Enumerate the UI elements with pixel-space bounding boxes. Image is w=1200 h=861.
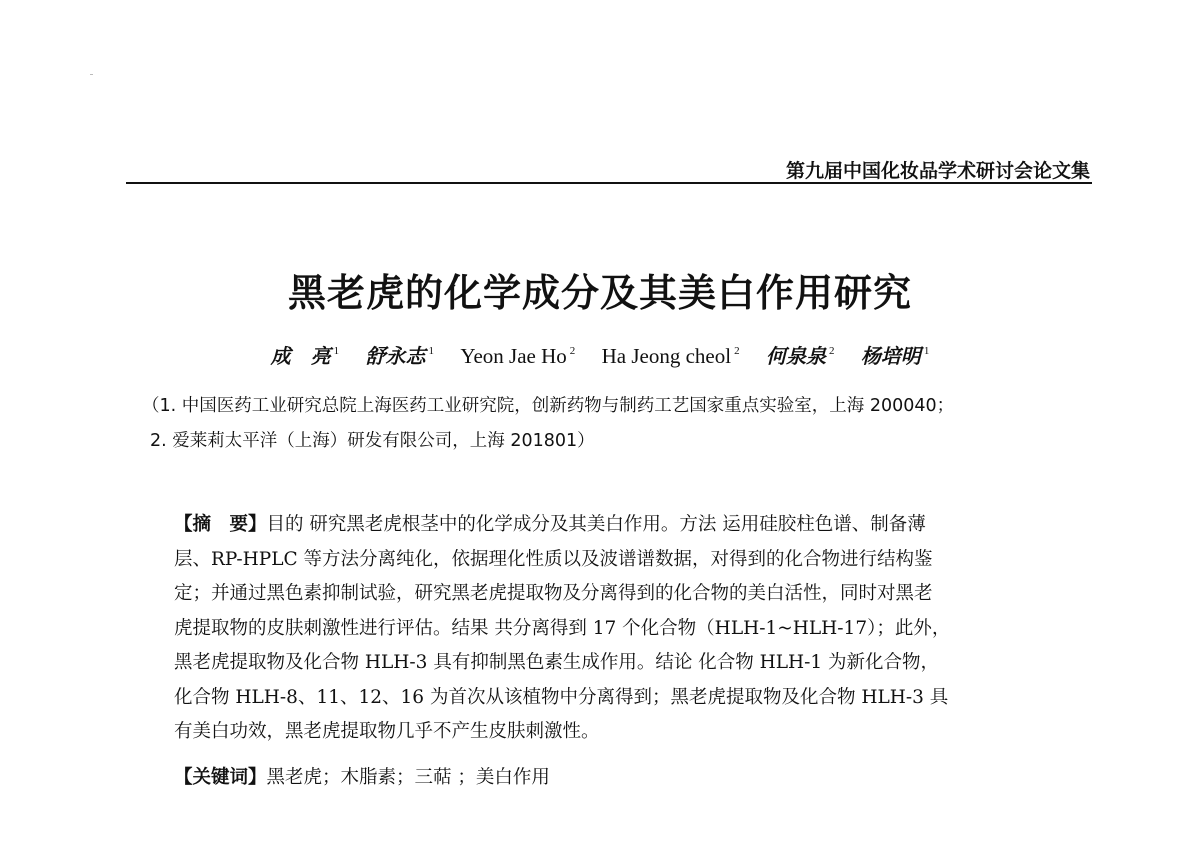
journal-header: 第九届中国化妆品学术研讨会论文集 — [785, 160, 1090, 182]
abstract-block — [174, 508, 1054, 750]
author-name: 何泉泉 — [765, 344, 826, 368]
paper-title: 黑老虎的化学成分及其美白作用研究 — [287, 271, 912, 315]
keywords-block — [174, 763, 550, 789]
author — [766, 340, 835, 369]
author-name: 舒永志 — [365, 344, 426, 368]
author-name: Ha Jeong cheol — [601, 344, 732, 368]
abstract-line: 层、RP-HPLC 等方法分离纯化，依据理化性质以及波谱谱数据，对得到的化合物进行结构鉴 — [174, 548, 933, 570]
author-affiliation-mark: 2 — [569, 345, 576, 357]
author-name: 杨培明 — [860, 344, 921, 368]
abstract-line: 有美白功效，黑老虎提取物几乎不产生皮肤刺激性。 — [174, 721, 600, 742]
author-affiliation-mark: 1 — [428, 345, 435, 357]
keywords-text: 黑老虎；木脂素；三萜 ；美白作用 — [266, 767, 550, 788]
author-list — [0, 340, 1200, 369]
scan-speck — [90, 74, 93, 75]
author-name: Yeon Jae Ho — [460, 344, 567, 368]
author-affiliation-mark: 2 — [734, 345, 740, 357]
author — [602, 344, 740, 369]
abstract-text: 目的 研究黑老虎根茎中的化学成分及其美白作用。方法 运用硅胶柱色谱、制备薄 — [266, 514, 926, 535]
keywords-label: 【关键词】 — [174, 767, 267, 788]
author-affiliation-mark: 1 — [923, 345, 930, 357]
affiliation-line: 2. 爱莱莉太平洋（上海）研发有限公司，上海 201801） — [150, 431, 595, 451]
abstract-line: 定；并通过黑色素抑制试验，研究黑老虎提取物及分离得到的化合物的美白活性，同时对黑老 — [174, 583, 933, 604]
author-affiliation-mark: 2 — [828, 345, 835, 357]
author — [460, 344, 575, 369]
author — [271, 340, 340, 369]
author-name: 成 亮 — [270, 344, 331, 368]
abstract-line: 化合物 HLH-8、11、12、16 为首次从该植物中分离得到；黑老虎提取物及化合物 HLH-3 具 — [174, 686, 949, 708]
abstract-line — [174, 508, 1054, 543]
affiliation-line: （1. 中国医药工业研究总院上海医药工业研究院，创新药物与制药工艺国家重点实验室，上海 200040； — [142, 396, 955, 416]
abstract-label: 【摘 要】 — [174, 514, 267, 535]
header-rule — [126, 182, 1092, 184]
author — [861, 340, 930, 369]
abstract-line: 黑老虎提取物及化合物 HLH-3 具有抑制黑色素生成作用。结论 化合物 HLH-1 为新化合物， — [174, 652, 940, 673]
author-affiliation-mark: 1 — [333, 345, 340, 357]
author — [366, 340, 435, 369]
abstract-line: 虎提取物的皮肤刺激性进行评估。结果 共分离得到 17 个化合物（HLH-1~HLH-17）；此外， — [174, 617, 951, 639]
